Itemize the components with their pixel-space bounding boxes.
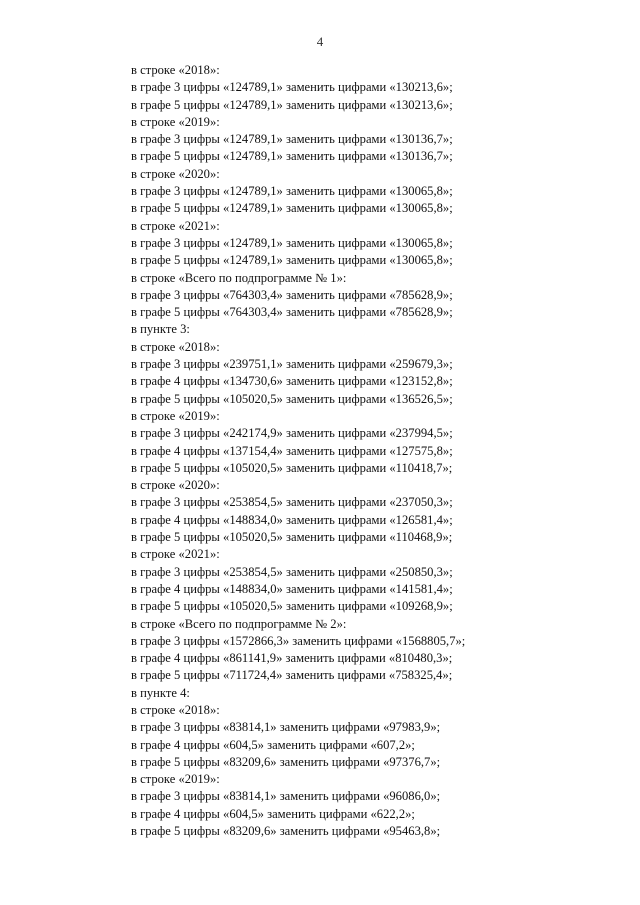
- document-line: в графе 4 цифры «861141,9» заменить цифрами «810480,3»;: [131, 651, 453, 666]
- document-line: в графе 3 цифры «124789,1» заменить цифрами «130065,8»;: [131, 184, 453, 199]
- document-line: в графе 5 цифры «124789,1» заменить цифрами «130213,6»;: [131, 97, 453, 112]
- document-line: в графе 5 цифры «124789,1» заменить цифрами «130065,8»;: [131, 253, 453, 268]
- document-line: в графе 3 цифры «253854,5» заменить цифрами «250850,3»;: [131, 564, 453, 579]
- document-line: в графе 3 цифры «83814,1» заменить цифрами «96086,0»;: [131, 789, 441, 804]
- document-line: в графе 5 цифры «105020,5» заменить цифрами «136526,5»;: [131, 391, 453, 406]
- document-line: в строке «Всего по подпрограмме № 1»:: [131, 270, 347, 285]
- document-line: в графе 5 цифры «83209,6» заменить цифрами «97376,7»;: [131, 754, 441, 769]
- document-line: в строке «2020»:: [131, 478, 220, 493]
- document-line: в строке «2019»:: [131, 772, 220, 787]
- document-line: в графе 4 цифры «604,5» заменить цифрами «622,2»;: [131, 806, 415, 821]
- document-line: в строке «2021»:: [131, 218, 220, 233]
- document-line: в строке «2019»:: [131, 114, 220, 129]
- document-line: в графе 3 цифры «83814,1» заменить цифрами «97983,9»;: [131, 720, 441, 735]
- document-line: в графе 3 цифры «124789,1» заменить цифрами «130136,7»;: [131, 132, 453, 147]
- document-line: в графе 3 цифры «764303,4» заменить цифрами «785628,9»;: [131, 287, 453, 302]
- document-line: в графе 5 цифры «105020,5» заменить цифрами «109268,9»;: [131, 599, 453, 614]
- document-line: в графе 5 цифры «83209,6» заменить цифрами «95463,8»;: [131, 824, 441, 839]
- document-line: в строке «2018»:: [131, 63, 220, 77]
- document-line: в графе 3 цифры «124789,1» заменить цифрами «130213,6»;: [131, 80, 453, 95]
- document-line: в строке «2021»:: [131, 547, 220, 562]
- document-line: в строке «2020»:: [131, 166, 220, 181]
- document-line: в графе 3 цифры «239751,1» заменить цифрами «259679,3»;: [131, 357, 453, 372]
- amendment-list: [131, 62, 551, 840]
- document-line: в графе 4 цифры «604,5» заменить цифрами «607,2»;: [131, 737, 415, 752]
- document-line: в графе 3 цифры «242174,9» заменить цифрами «237994,5»;: [131, 426, 453, 441]
- document-line: в пункте 4:: [131, 685, 190, 700]
- page-number: 4: [316, 34, 324, 49]
- document-line: в пункте 3:: [131, 322, 190, 337]
- document-line: в графе 3 цифры «1572866,3» заменить цифрами «1568805,7»;: [131, 633, 466, 648]
- document-line: в графе 5 цифры «764303,4» заменить цифрами «785628,9»;: [131, 305, 453, 320]
- document-line: в графе 4 цифры «134730,6» заменить цифрами «123152,8»;: [131, 374, 453, 389]
- document-line: в графе 3 цифры «253854,5» заменить цифрами «237050,3»;: [131, 495, 453, 510]
- document-line: в графе 5 цифры «711724,4» заменить цифрами «758325,4»;: [131, 668, 453, 683]
- document-line: в графе 3 цифры «124789,1» заменить цифрами «130065,8»;: [131, 235, 453, 250]
- document-line: в графе 5 цифры «124789,1» заменить цифрами «130136,7»;: [131, 149, 453, 164]
- document-line: в строке «2018»:: [131, 339, 220, 354]
- document-line: в строке «Всего по подпрограмме № 2»:: [131, 616, 347, 631]
- document-line: в строке «2019»:: [131, 408, 220, 423]
- document-line: в графе 5 цифры «105020,5» заменить цифрами «110468,9»;: [131, 530, 453, 545]
- document-line: в графе 4 цифры «137154,4» заменить цифрами «127575,8»;: [131, 443, 453, 458]
- document-line: в графе 5 цифры «105020,5» заменить цифрами «110418,7»;: [131, 460, 453, 475]
- document-line: в строке «2018»:: [131, 702, 220, 717]
- document-line: в графе 4 цифры «148834,0» заменить цифрами «141581,4»;: [131, 581, 453, 596]
- document-line: в графе 4 цифры «148834,0» заменить цифрами «126581,4»;: [131, 512, 453, 527]
- document-line: в графе 5 цифры «124789,1» заменить цифрами «130065,8»;: [131, 201, 453, 216]
